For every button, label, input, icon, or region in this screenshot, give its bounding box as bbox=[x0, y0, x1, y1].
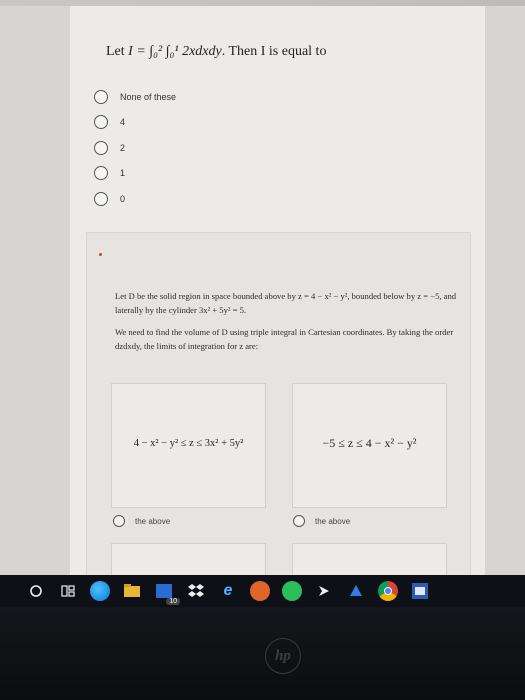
question1-options bbox=[94, 84, 176, 212]
answer-choice-card[interactable] bbox=[292, 383, 447, 508]
quiz-page bbox=[70, 6, 485, 575]
question1-option[interactable] bbox=[94, 84, 176, 110]
option-label: None of these bbox=[120, 91, 177, 102]
question1-option[interactable] bbox=[94, 135, 176, 161]
edge-icon[interactable] bbox=[90, 581, 110, 601]
answer-choice-option[interactable] bbox=[113, 515, 170, 527]
answer-choice-option[interactable] bbox=[293, 515, 350, 527]
question1-option[interactable] bbox=[94, 161, 176, 187]
option-label: 2 bbox=[120, 142, 126, 153]
question1-stem-suffix: . Then I is equal to bbox=[221, 44, 327, 59]
answer-choice-card[interactable] bbox=[111, 543, 266, 575]
answer-choice-card[interactable] bbox=[292, 543, 447, 575]
search-icon[interactable] bbox=[26, 581, 46, 601]
answer-choice-math: 4 − x² − y² ≤ z ≤ 3x² + 5y² bbox=[133, 438, 244, 449]
option-label: the above bbox=[135, 516, 171, 526]
option-label: 1 bbox=[120, 168, 126, 179]
calendar-badge: 10 bbox=[166, 598, 180, 605]
radio-button[interactable] bbox=[293, 515, 305, 527]
chrome-icon[interactable] bbox=[378, 581, 398, 601]
radio-button[interactable] bbox=[94, 141, 108, 155]
word-icon[interactable] bbox=[410, 581, 430, 601]
question1-option[interactable] bbox=[94, 186, 176, 212]
task-view-icon[interactable] bbox=[58, 581, 78, 601]
question2-stem bbox=[115, 289, 460, 361]
option-label: 4 bbox=[120, 117, 126, 128]
question1-stem bbox=[106, 44, 326, 60]
answer-choice-card[interactable] bbox=[111, 383, 266, 508]
internet-explorer-icon[interactable]: e bbox=[223, 582, 233, 599]
calendar-icon[interactable] bbox=[154, 581, 177, 605]
question1-option[interactable] bbox=[94, 110, 176, 136]
option-label: the above bbox=[315, 516, 351, 526]
question1-stem-prefix: Let bbox=[106, 44, 129, 59]
radio-button[interactable] bbox=[113, 515, 125, 527]
question2-card bbox=[86, 232, 471, 575]
windows-taskbar bbox=[0, 575, 525, 607]
radio-button[interactable] bbox=[94, 192, 108, 206]
question2-paragraph1: Let D be the solid region in space bounded above by z = 4 − x² − y², bounded below by z = −5, and laterally by the cylinder 3x² + 5y² = 5. bbox=[115, 291, 457, 315]
arrow-app-icon[interactable] bbox=[314, 581, 334, 601]
whatsapp-icon[interactable] bbox=[282, 581, 302, 601]
dropbox-icon[interactable] bbox=[186, 581, 206, 601]
answer-choice-math: −5 ≤ z ≤ 4 − x² − y² bbox=[322, 436, 417, 450]
radio-button[interactable] bbox=[94, 90, 108, 104]
drive-app-icon[interactable] bbox=[346, 581, 366, 601]
hp-logo: hp bbox=[265, 638, 301, 674]
required-marker bbox=[99, 253, 102, 256]
question2-paragraph2: We need to find the volume of D using triple integral in Cartesian coordinates. By taking the order dzdxdy, the limits of integration for z are: bbox=[115, 327, 454, 351]
radio-button[interactable] bbox=[94, 166, 108, 180]
radio-button[interactable] bbox=[94, 115, 108, 129]
question1-stem-math: I = ∫₀² ∫₀¹ 2xdxdy bbox=[128, 44, 222, 59]
option-label: 0 bbox=[120, 193, 126, 204]
photo-app-icon[interactable] bbox=[250, 581, 270, 601]
file-explorer-icon[interactable] bbox=[122, 581, 142, 601]
laptop-bezel bbox=[0, 607, 525, 700]
